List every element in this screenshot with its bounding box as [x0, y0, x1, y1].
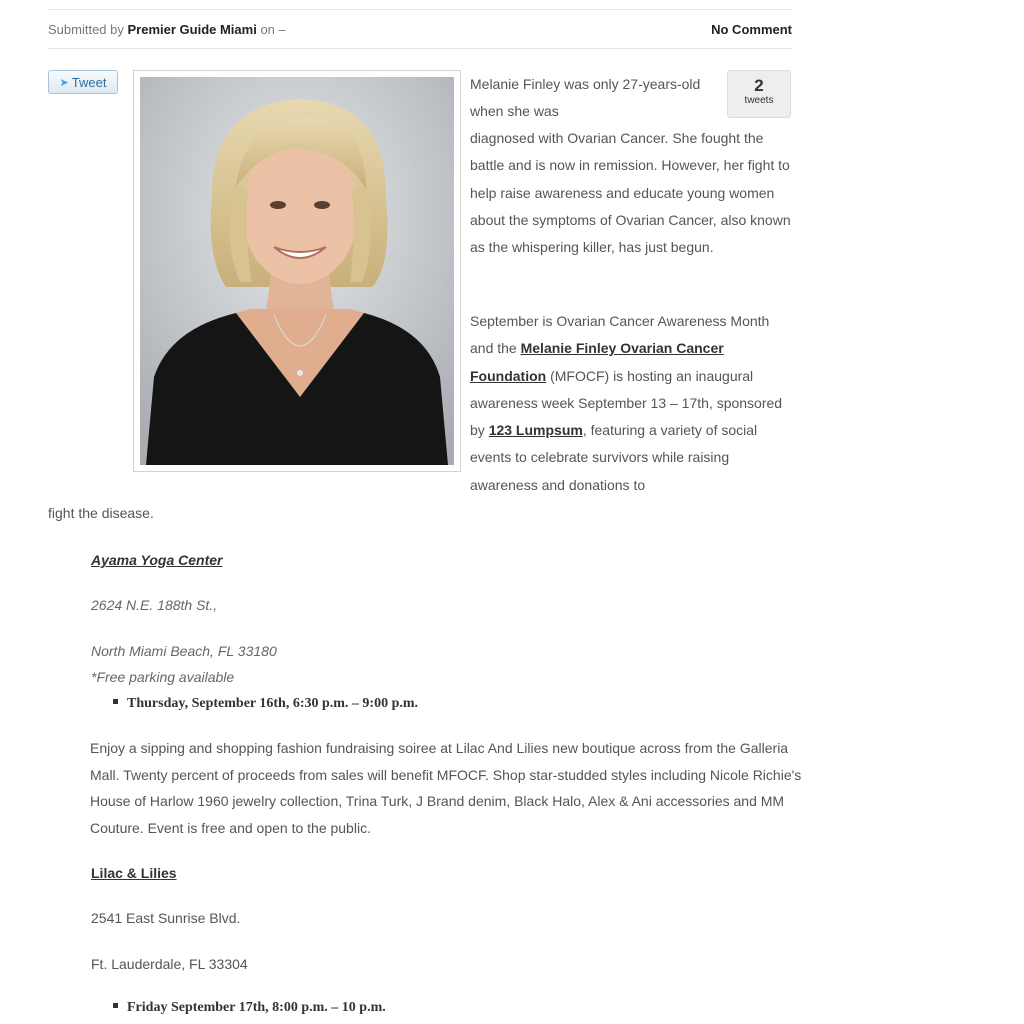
post-meta-bar	[48, 9, 792, 49]
article-paragraph-1: diagnosed with Ovarian Cancer. She fought the battle and is now in remission. However, her fight to help raise awareness and educate young women about the symptoms of Ovarian Cancer, also known as the whispering killer, has just begun.	[470, 130, 791, 256]
paragraph-2-part-b: (MFOCF) is hosting an inaugural awareness week September 13 – 17th, sponsored by	[470, 367, 783, 439]
tweet-button-label: Tweet	[71, 74, 107, 90]
event-2-datetime: Friday September 17th, 8:00 p.m. – 10 p.m.	[113, 1000, 386, 1016]
tweet-counter[interactable]	[727, 70, 791, 118]
portrait-image	[140, 77, 454, 465]
venue-ayama-yoga-center: Ayama Yoga Center	[91, 552, 223, 568]
article-photo	[133, 70, 461, 472]
tweet-count-number: 2	[754, 76, 764, 95]
article-paragraph-2	[470, 308, 794, 499]
article-paragraph-2-tail: fight the disease.	[48, 505, 154, 521]
venue-2-address-line2: Ft. Lauderdale, FL 33304	[91, 956, 248, 972]
sponsor-link[interactable]: 123 Lumpsum	[488, 422, 583, 439]
event-1-datetime: Thursday, September 16th, 6:30 p.m. – 9:00 p.m.	[113, 696, 418, 712]
paragraph-2-part-a: September is Ovarian Cancer Awareness Month and the	[470, 313, 770, 357]
comments-link[interactable]: No Comment	[711, 21, 792, 37]
submitted-prefix: Submitted by	[48, 21, 124, 37]
tweet-count-label: tweets	[744, 95, 774, 106]
paragraph-2-part-c: , featuring a variety of social events to celebrate survivors while raising awareness and donations to	[470, 422, 758, 493]
article-intro: Melanie Finley was only 27-years-old when she was	[470, 76, 701, 120]
author-link[interactable]: Premier Guide Miami	[127, 21, 257, 37]
submitted-by	[48, 22, 286, 37]
venue-lilac-and-lilies: Lilac & Lilies	[91, 865, 177, 881]
submitted-on: on –	[260, 21, 286, 37]
twitter-bird-icon: ➤	[59, 76, 69, 89]
venue-1-address-line2: North Miami Beach, FL 33180	[91, 643, 277, 659]
venue-2-address-line1: 2541 East Sunrise Blvd.	[91, 910, 241, 926]
tweet-button[interactable]	[48, 70, 118, 94]
venue-1-address-line1: 2624 N.E. 188th St.,	[91, 597, 218, 613]
venue-1-parking-note: *Free parking available	[91, 669, 235, 685]
foundation-link[interactable]: Melanie Finley Ovarian Cancer Foundation	[470, 340, 724, 384]
event-2-description: Enjoy a sipping and shopping fashion fundraising soiree at Lilac And Lilies new boutique across from the Galleria Mall. Twenty percent of proceeds from sales will benefit MFOCF. Shop star-studded styles including Nicole Richie's House of Harlow 1960 jewelry collection, Trina Turk, J Brand denim, Black Halo, Alex & Ani accessories and MM Couture. Event is free and open to the public.	[90, 740, 802, 837]
